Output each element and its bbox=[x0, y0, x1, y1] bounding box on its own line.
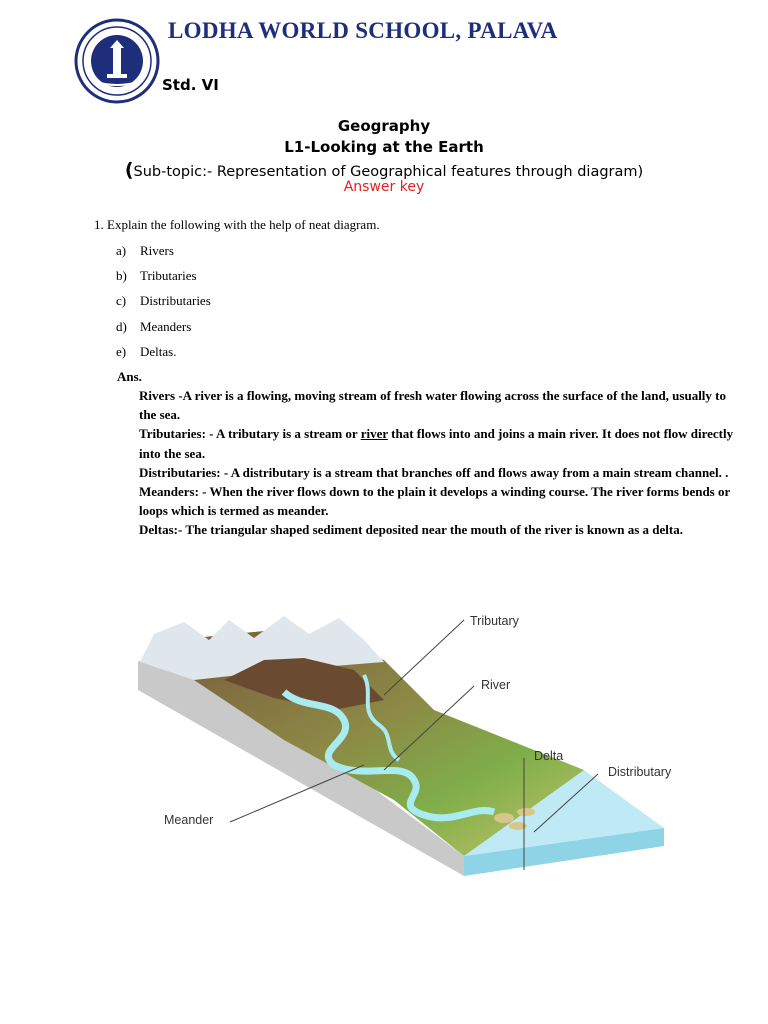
option-list bbox=[116, 243, 211, 369]
tributary-pointer bbox=[384, 620, 464, 695]
option-letter: d) bbox=[116, 318, 127, 334]
answer-label: Ans. bbox=[117, 369, 142, 384]
list-item bbox=[116, 293, 211, 318]
river-diagram bbox=[134, 600, 718, 890]
delta-island bbox=[517, 808, 535, 816]
subtopic-open-paren: ( bbox=[124, 159, 134, 181]
school-name: LODHA WORLD SCHOOL, PALAVA bbox=[168, 18, 558, 43]
option-letter: c) bbox=[116, 293, 127, 309]
subtopic-line bbox=[0, 159, 768, 181]
answer-tributaries-text: that flows into and joins a main river. It does not flow directly into the sea. bbox=[139, 426, 734, 461]
delta-island bbox=[494, 813, 514, 823]
list-item bbox=[116, 243, 211, 268]
answer-meanders: Meanders: - When the river flows down to the plain it develops a winding course. The river forms bends or loops which is termed as meander. bbox=[139, 484, 731, 519]
option-text: Rivers bbox=[140, 243, 174, 258]
answer-rivers: Rivers -A river is a flowing, moving stream of fresh water flowing across the surface of the land, usually to the sea. bbox=[139, 388, 726, 423]
label-delta: Delta bbox=[534, 749, 564, 763]
label-meander: Meander bbox=[164, 813, 214, 827]
list-item bbox=[116, 268, 211, 293]
answer-deltas: Deltas:- The triangular shaped sediment deposited near the mouth of the river is known as a delta. bbox=[139, 522, 683, 538]
lesson-title: L1-Looking at the Earth bbox=[284, 138, 484, 156]
answer-distributaries: Distributaries: - A distributary is a stream that branches off and flows away from a main stream channel. . bbox=[139, 464, 729, 480]
river-link[interactable]: river bbox=[360, 426, 388, 442]
answer-key-label: Answer key bbox=[343, 179, 425, 195]
list-item bbox=[116, 319, 211, 344]
answer-tributaries-text: Tributaries: - A tributary is a stream or bbox=[139, 426, 361, 442]
standard-label: Std. VI bbox=[162, 76, 219, 94]
option-text: Meanders bbox=[140, 318, 192, 334]
subject-title: Geography bbox=[337, 117, 431, 135]
subtopic-text: Sub-topic:- Representation of Geographical features through diagram) bbox=[133, 164, 644, 180]
question-text: 1. Explain the following with the help of neat diagram. bbox=[94, 217, 380, 232]
option-text: Tributaries bbox=[140, 268, 197, 284]
option-letter: e) bbox=[116, 343, 127, 359]
option-text: Distributaries bbox=[140, 293, 211, 309]
option-text: Deltas. bbox=[140, 343, 177, 359]
option-letter: a) bbox=[116, 243, 127, 258]
label-distributary: Distributary bbox=[608, 765, 672, 779]
answer-tributaries bbox=[139, 424, 745, 462]
school-logo bbox=[74, 18, 160, 104]
answer-body bbox=[139, 386, 745, 540]
label-tributary: Tributary bbox=[470, 614, 519, 628]
option-letter: b) bbox=[116, 268, 127, 284]
label-river: River bbox=[481, 678, 511, 692]
list-item bbox=[116, 344, 211, 369]
